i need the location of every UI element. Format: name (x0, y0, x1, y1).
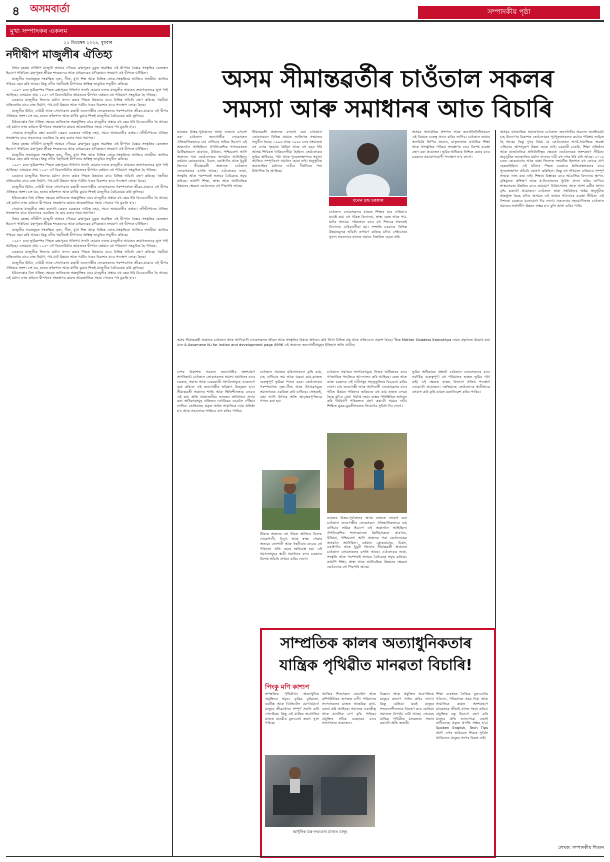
column-paragraph: ১৯৫০ চনৰ ভূমিকম্পৰ পিছত ব্ৰহ্মপুত্ৰৰ গতিপথ সলনি হোৱাৰ ফলত মাজুলীৰ আয়তন ক্ৰমাগতভাৱে হ্ৰাস পাই আহিছে। এসময়ত প্ৰায় ১২৫০ বৰ্গ কিলোমিটাৰ আয়তনৰ দ্বীপখন বৰ্তমান বহু পৰিমাণে সংকুচিত হৈ পৰিছে। (6, 163, 168, 173)
column-paragraph: মাজুলীৰ মিচিং, দেউৰী আৰু সোণোৱাল কছাৰী জনগোষ্ঠীৰ লোকসকলৰ পৰম্পৰাগত জীৱন-যাত্ৰাও এই দ্বীপৰ ঐতিহ্যৰ অংশ। চাং ঘৰ, হাতৰ তাঁতশাল আৰু মাটিৰ কুমাৰ শিল্পই মাজুলীক বৈচিত্ৰ্যময় কৰি তুলিছে। (6, 109, 168, 119)
date-line: ১১ ডিচেম্বৰ ২০২৪, বুধবাৰ (63, 41, 113, 46)
section-rubric: সম্পাদকীয় পৃষ্ঠা (418, 6, 600, 19)
column-paragraph: ১৯৫০ চনৰ ভূমিকম্পৰ পিছত ব্ৰহ্মপুত্ৰৰ গতিপথ সলনি হোৱাৰ ফলত মাজুলীৰ আয়তন ক্ৰমাগতভাৱে হ্ৰাস পাই আহিছে। এসময়ত প্ৰায় ১২৫০ বৰ্গ কিলোমিটাৰ আয়তনৰ দ্বীপখন বৰ্তমান বহু পৰিমাণে সংকুচিত হৈ পৰিছে। (6, 239, 168, 248)
column-divider (172, 24, 173, 856)
column-paragraph: বিশ্বৰ বৃহত্তম নদীদ্বীপ মাজুলী অসমৰ গৌৰৱ। ব্ৰহ্মপুত্ৰৰ বুকুত অৱস্থিত এই দ্বীপখন বৈষ্ণৱ সংস্কৃতিৰ কেন্দ্ৰস্থল হিচাপে পৰিচিত। মহাপুৰুষ শ্ৰীমন্ত শংকৰদেৱ আৰু মাধৱদেৱৰ মণিকাঞ্চন সংযোগ এই দ্বীপতে ঘটিছিল। (6, 66, 168, 75)
column-paragraph: সেয়েহে মাজুলীক ৰক্ষা কৰাটো কেৱল চৰকাৰৰ দায়িত্ব নহয়, সমগ্ৰ অসমবাসীৰ কৰ্তব্য। নদীদ্বীপখনৰ ঐতিহ্য সংৰক্ষণৰ বাবে সকলোৱে একত্ৰিত হৈ কাম কৰাৰ সময় সমাগত। (6, 130, 168, 140)
box-headline (262, 632, 490, 676)
box-column: সাম্প্ৰতিক পৃথিৱীখন অত্যাধুনিক প্ৰযুক্তিৰে সমৃদ্ধ। কৃত্ৰিম বুদ্ধিমত্তা, ৰবটিক্স আৰু ডিজিটেল যোগাযোগে মানুহৰ জীৱনধাৰা সম্পূৰ্ণ সলনি কৰি পেলাইছে। কিন্তু এই যান্ত্ৰিক অগ্ৰগতিৰ মাজত মানৱীয় মূল্যবোধ ক্ৰমাৎ হ্ৰাস পাইছে। (265, 692, 319, 726)
article-column-right: অসমৰ বহুজাতিক সমাজখনত চাওঁতাল জনগোষ্ঠীৰ অৱদান অনস্বীকাৰ্য। চাহ উদ্যোগৰ বিকাশত তেওঁলোকৰ পূৰ্বপুৰুষসকলৰ কঠোৰ পৰিশ্ৰম জড়িত হৈ আছে। কিন্তু দুখৰ বিষয় যে তেওঁলোকৰ আৰ্থ-সামাজিক অৱস্থা এতিয়াও আশানুৰূপ উন্নত হোৱা নাই। চৰকাৰী চাকৰি, শিক্ষা প্ৰতিষ্ঠান আৰু ৰাজনৈতিক প্ৰতিনিধিত্বৰ ক্ষেত্ৰত তেওঁলোকৰ অংশগ্ৰহণ সীমিত। অনুসূচীত জনজাতিৰ মৰ্যাদা প্ৰদানৰ দাবী বহু দশক ধৰি চলি আছে। ২০১৪ চনত কোকৰাঝাৰ আৰু বাক্সা জিলাত সংঘটিত হিংসাত বহু লোকে প্ৰাণ হেৰুৱাইছিল। এই ঘটনাৰ পিছত চৰকাৰে ক্ষতিগ্ৰস্তসকলৰ বাবে পুনৰসংস্থাপন আঁচনি ঘোষণা কৰিছিল। কিন্তু বহু পৰিয়াল এতিয়াও সম্পূৰ্ণ সাহায্য লাভ কৰা নাই। শিক্ষাৰ বিস্তাৰৰ বাবে আৱাসিক বিদ্যালয় স্থাপন, বৃত্তিমূলক প্ৰশিক্ষণ আৰু স্ব-নিয়োজনৰ সুবিধা প্ৰদান কৰিব লাগিব। স্বাস্থ্যসেৱাৰ উন্নতিৰ বাবে ভ্ৰাম্যমাণ চিকিৎসালয় আৰু আশা কৰ্মীৰ সংখ্যা বৃদ্ধি কৰাটো প্ৰয়োজন। চাওঁতাল ভাষা সংবিধানৰ অষ্টম অনুসূচীত অন্তৰ্ভুক্ত হৈছে যদিও অসমত এই ভাষাৰ পাঠদানৰ ব্যৱস্থা সীমিত। এই দিশতো চৰকাৰে মনোযোগ দিব লাগে। সকলোৰে সহযোগিতাত চাওঁতাল সমাজৰ সৰ্বাংগীণ উন্নয়ন সম্ভৱ হ'ব বুলি আশা কৰিব পাৰি। (500, 130, 604, 208)
page-header (0, 0, 610, 20)
article-column: ভাৰতৰ উত্তৰ-পূৰ্বাঞ্চলৰ অসম ৰাজ্যত বসবাস কৰা চাওঁতাল জনগোষ্ঠীৰ লোকসকল ঐতিহাসিকভাৱে চাহ বাগিচাৰ শ্ৰমিক হিচাপে এই অঞ্চললৈ আহিছিল। ঔপনিৱেশিক শাসনকালত ব্ৰিটিছসকলে ঝাৰখণ্ড, উৰিষ্যা, পশ্চিমবংগ আদি অঞ্চলৰ পৰা তেওঁলোকক অসমলৈ আনিছিল। বৰ্তমান কোকৰাঝাৰ, চিৰাং, বঙাইগাঁও আৰু ধুবুৰী জিলাৰ সীমান্তৱৰ্তী অঞ্চলত চাওঁতাল লোকসকলৰ বসতি আছে। এওঁলোকৰ ভাষা, সংস্কৃতি আৰু পৰম্পৰাই অসমৰ বৈচিত্ৰ্যক সমৃদ্ধ কৰিছে। তথাপি শিক্ষা, স্বাস্থ্য আৰু অৰ্থনৈতিক উন্নয়নৰ ক্ষেত্ৰত তেওঁলোক বহু পিছপৰি আছে। (177, 130, 247, 188)
author-caption: বনেন চন্দ্ৰ চৰকাৰ (329, 197, 407, 206)
article-column: সীমান্তৱৰ্তী অঞ্চলত বসবাস কৰা চাওঁতাল লোকসকলে বিভিন্ন সময়ত জাতিগত সংঘাতৰ সন্মুখীন হৈছে। ১৯৯৬ আৰু ১৯৯৮ চনৰ সংঘাতত বহু লোক গৃহহাৰা হৈছিল আৰু বহু বছৰ ধৰি আশ্ৰয় শিবিৰত থাকিবলগীয়া হৈছিল। তেওঁলোকৰ ভূমিৰ অধিকাৰ, পট্টা আৰু পুনৰসংস্থাপনৰ সমস্যা আজিও সম্পূৰ্ণৰূপে সমাধান হোৱা নাই। অনুসূচীত জনজাতিৰ মৰ্যাদাৰ দাবীও দীৰ্ঘদিনৰ পৰা উত্থাপিত হৈ আহিছে। (252, 130, 322, 174)
column-paragraph: মাজুলীৰ মিচিং, দেউৰী আৰু সোণোৱাল কছাৰী জনগোষ্ঠীৰ লোকসকলৰ পৰম্পৰাগত জীৱন-যাত্ৰাও এই দ্বীপৰ ঐতিহ্যৰ অংশ। চাং ঘৰ, হাতৰ তাঁতশাল আৰু মাটিৰ কুমাৰ শিল্পই মাজুলীক বৈচিত্ৰ্যময় কৰি তুলিছে। (6, 260, 168, 270)
column-paragraph: মাজুলীৰ সত্ৰসমূহত সংৰক্ষিত নৃত্য, গীত, মুখা শিল্প আৰু বিভিন্ন লোক-সংস্কৃতিয়ে আজিও অসমীয়া জাতিৰ পৰিচয় বহন কৰি আছে। কিন্তু নদীৰ খহনীয়াই দ্বীপখনৰ অস্তিত্ব ভাবুকিৰ সন্মুখীন কৰিছে। (6, 228, 168, 238)
column-paragraph: বিশ্বৰ বৃহত্তম নদীদ্বীপ মাজুলী অসমৰ গৌৰৱ। ব্ৰহ্মপুত্ৰৰ বুকুত অৱস্থিত এই দ্বীপখন বৈষ্ণৱ সংস্কৃতিৰ কেন্দ্ৰস্থল হিচাপে পৰিচিত। মহাপুৰুষ শ্ৰীমন্ত শংকৰদেৱ আৰু মাধৱদেৱৰ মণিকাঞ্চন সংযোগ এই দ্বীপতে ঘটিছিল। (6, 217, 168, 227)
machinery-photo-icon (265, 755, 375, 827)
column-paragraph: বিশ্বৰ বৃহত্তম নদীদ্বীপ মাজুলী অসমৰ গৌৰৱ। ব্ৰহ্মপুত্ৰৰ বুকুত অৱস্থিত এই দ্বীপখন বৈষ্ণৱ সংস্কৃতিৰ কেন্দ্ৰস্থল হিচাপে পৰিচিত। মহাপুৰুষ শ্ৰীমন্ত শংকৰদেৱ আৰু মাধৱদেৱৰ মণিকাঞ্চন সংযোগ এই দ্বীপতে ঘটিছিল। (6, 141, 168, 151)
author-photo (329, 130, 407, 196)
article-column: অসমৰ অসামৰিক প্ৰশাসন আৰু জনপ্ৰতিনিধিসকলে এই বিষয়ত গুৰুত্ব প্ৰদান কৰিব লাগিব। চাওঁতাল ভাষাৰ অলচিকি লিপিৰ প্ৰচলন, মাতৃভাষাত প্ৰাথমিক শিক্ষা আৰু সাংস্কৃতিক পৰিচয় সংৰক্ষণৰ বাবে বিশেষ ব্যৱস্থা গ্ৰহণ কৰা প্ৰয়োজন। ভূমিৰ অধিকাৰ নিশ্চিত কৰাৰ বাবে চৰকাৰে সময়োপযোগী পদক্ষেপ ল'ব লাগে। (412, 130, 490, 159)
column-section-head: মুখ্য সম্পাদকৰ একলম (6, 25, 170, 37)
farmer-photo-icon (262, 470, 320, 530)
main-headline (168, 64, 608, 124)
column-paragraph: ইউনেস্কোৰ বিশ্ব ঐতিহ্য ক্ষেত্ৰৰ তালিকাত অন্তৰ্ভুক্তিৰ বাবে মাজুলীৰ প্ৰস্তাৱ বহু বছৰ ধৰি বিবেচনাধীন হৈ আছে। এই মৰ্যাদা লাভ কৰিলে দ্বীপখনৰ সংৰক্ষণৰ কামত আন্তৰ্জাতিক সহায় পোৱাৰ পথ মুকলি হ'ব। (6, 195, 168, 205)
headline-line: অসম সীমান্তৱৰ্তীৰ চাওঁতাল সকলৰ (222, 65, 554, 93)
column-paragraph: মাজুলীৰ মিচিং, দেউৰী আৰু সোণোৱাল কছাৰী জনগোষ্ঠীৰ লোকসকলৰ পৰম্পৰাগত জীৱন-যাত্ৰাও এই দ্বীপৰ ঐতিহ্যৰ অংশ। চাং ঘৰ, হাতৰ তাঁতশাল আৰু মাটিৰ কুমাৰ শিল্পই মাজুলীক বৈচিত্ৰ্যময় কৰি তুলিছে। (6, 184, 168, 194)
column-paragraph: মাজুলীৰ সত্ৰসমূহত সংৰক্ষিত নৃত্য, গীত, মুখা শিল্প আৰু বিভিন্ন লোক-সংস্কৃতিয়ে আজিও অসমীয়া জাতিৰ পৰিচয় বহন কৰি আছে। কিন্তু নদীৰ খহনীয়াই দ্বীপখনৰ অস্তিত্ব ভাবুকিৰ সন্মুখীন কৰিছে। (6, 76, 168, 86)
column-paragraph: চৰকাৰে মাজুলীক জিলাৰ মৰ্যাদা প্ৰদান কৰাৰ পিছত উন্নয়নৰ বাবে বিভিন্ন আঁচনি গ্ৰহণ কৰিছে। খহনীয়া প্ৰতিৰোধৰ বাবে বান্ধ নিৰ্মাণ, পথ-ঘাট উন্নয়ন আৰু পৰ্যটন খণ্ডৰ বিকাশৰ বাবে পদক্ষেপ লোৱা হৈছে। (6, 174, 168, 184)
author-portrait-icon (329, 130, 407, 196)
column-body (6, 66, 168, 846)
footer-note: লেখক: সম্পাদকীয় শিতান (558, 846, 604, 851)
box-photo-caption: আধুনিক যন্ত্ৰ-সভ্যতাৰ মাজত মানুহ (292, 829, 348, 834)
footer-rule (6, 856, 604, 857)
article-column: দেশৰ বিকাশত সকলো জনগোষ্ঠীৰ অংশগ্ৰহণ অপৰিহাৰ্য। চাওঁতাল লোকসকলৰ সমস্যা সমাধানৰ বাবে চৰকাৰ, সমাজ আৰু বেচৰকাৰী সংগঠনসমূহে একেলগে কাম কৰিলে এই জনগোষ্ঠীৰ ভৱিষ্যৎ উজ্জ্বল হ'ব। সীমান্তৱৰ্তী অঞ্চলৰ শান্তি আৰু স্থিতিশীলতাৰ বাবেও এই কাম অতি প্ৰয়োজনীয়। ভাৰতৰ সংবিধানে প্ৰদান কৰা অধিকাৰসমূহ প্ৰতিজন নাগৰিকৰ ওচৰলৈ পৌঁছাব লাগিব। তেতিয়াহে প্ৰকৃত অৰ্থত সামাজিক ন্যায় প্ৰতিষ্ঠা হ'ব আৰু সকলোৱে শান্তিৰে বাস কৰিব পাৰিব। (177, 370, 255, 414)
column-title: নদীদ্বীপ মাজুলীৰ ঐতিহ্য (6, 48, 113, 61)
box-author: পিংকু মণি কাশ্যপ (265, 683, 310, 691)
headline-line: সমস্যা আৰু সমাধানৰ আত বিচাৰি (223, 95, 553, 123)
article-column: ভাৰতৰ উত্তৰ-পূৰ্বাঞ্চলৰ অসম ৰাজ্যত বসবাস কৰা চাওঁতাল জনগোষ্ঠীৰ লোকসকল ঐতিহাসিকভাৱে চাহ বাগিচাৰ শ্ৰমিক হিচাপে এই অঞ্চললৈ আহিছিল। ঔপনিৱেশিক শাসনকালত ব্ৰিটিছসকলে ঝাৰখণ্ড, উৰিষ্যা, পশ্চিমবংগ আদি অঞ্চলৰ পৰা তেওঁলোকক অসমলৈ আনিছিল। বৰ্তমান কোকৰাঝাৰ, চিৰাং, বঙাইগাঁও আৰু ধুবুৰী জিলাৰ সীমান্তৱৰ্তী অঞ্চলত চাওঁতাল লোকসকলৰ বসতি আছে। এওঁলোকৰ ভাষা, সংস্কৃতি আৰু পৰম্পৰাই অসমৰ বৈচিত্ৰ্যক সমৃদ্ধ কৰিছে। তথাপি শিক্ষা, স্বাস্থ্য আৰু অৰ্থনৈতিক উন্নয়নৰ ক্ষেত্ৰত তেওঁলোক বহু পিছপৰি আছে। (327, 516, 407, 570)
workers-photo-icon (327, 433, 407, 513)
article-column: ভূমিৰ অধিকাৰৰ প্ৰশ্নটো চাওঁতাল লোকসকলৰ বাবে সৰ্বাধিক গুৰুত্বপূৰ্ণ। বহু পৰিয়ালৰ হাতত ভূমিৰ পট্টা নাই। এই ক্ষেত্ৰত ৰাজহ বিভাগে সক্ৰিয় পদক্ষেপ লোৱাটো প্ৰয়োজন। তেতিয়াহে তেওঁলোকে স্থায়ীভাৱে বসবাস কৰি কৃষি কামত মনোনিৱেশ কৰিব পাৰিব। (412, 370, 490, 394)
article-mid-paragraph: অসম সীমান্তৱৰ্তী অঞ্চলৰ চাওঁতাল আৰু আদিবাসী লোকসকলৰ জীৱন আৰু সংস্কৃতিৰ বিষয়ে অধ্যয়ন কৰি লিখা বিভিন্ন গ্ৰন্থ আৰু প্ৰতিবেদন প্ৰকাশ হৈছে। The Mother Goddess Kamakhya নামৰ গ্ৰন্থখনত উল্লেখ কৰা মতে A Assamese Ku for indian and development page 4996 এই অঞ্চলৰ জনগোষ্ঠীসমূহৰ ইতিহাস অতি প্ৰাচীন। (177, 338, 490, 347)
article-column: চাওঁতাল সমাজৰ মহিলাসকলে কৃষি কাম, চাহ বাগিচাৰ শ্ৰম আৰু ঘৰুৱা কাম-কাজত গুৰুত্বপূৰ্ণ ভূমিকা পালন কৰে। তেওঁলোকৰ পৰম্পৰাগত নৃত্য-গীত আৰু উৎসৱসমূহে সমাজখনক একত্ৰিত কৰি ৰাখিছে। সোহৰাই, বাহা আদি উৎসৱ অতি আড়ম্বৰপূৰ্ণভাৱে পালন কৰা হয়। (260, 370, 322, 404)
column-paragraph: মাজুলীৰ সত্ৰসমূহত সংৰক্ষিত নৃত্য, গীত, মুখা শিল্প আৰু বিভিন্ন লোক-সংস্কৃতিয়ে আজিও অসমীয়া জাতিৰ পৰিচয় বহন কৰি আছে। কিন্তু নদীৰ খহনীয়াই দ্বীপখনৰ অস্তিত্ব ভাবুকিৰ সন্মুখীন কৰিছে। (6, 152, 168, 162)
page-number: ৪ (12, 4, 20, 18)
news-photo (262, 470, 320, 530)
column-paragraph: চৰকাৰে মাজুলীক জিলাৰ মৰ্যাদা প্ৰদান কৰাৰ পিছত উন্নয়নৰ বাবে বিভিন্ন আঁচনি গ্ৰহণ কৰিছে। খহনীয়া প্ৰতিৰোধৰ বাবে বান্ধ নিৰ্মাণ, পথ-ঘাট উন্নয়ন আৰু পৰ্যটন খণ্ডৰ বিকাশৰ বাবে পদক্ষেপ লোৱা হৈছে। (6, 249, 168, 259)
headline-line: যান্ত্ৰিক পৃথিৱীত মানৱতা বিচাৰি! (279, 656, 473, 674)
box-column: শিক্ষা ব্যৱস্থাত নৈতিক মূল্যবোধৰ পাঠদান, পৰিয়ালত সময় দিয়া আৰু সামাজিক কামত অংশগ্ৰহণে মানৱতাক জীয়াই ৰখাত সহায় কৰিব। প্ৰযুক্তিক বন্ধু হিচাপে গ্ৰহণ কৰি মানুহৰ প্ৰতি ভালপোৱা বজাই ৰাখিলেহে প্ৰকৃত প্ৰগতি সম্ভৱ হ'ব। Spoken English, Tech Tips আদি এপৰ জৰিয়তে শিকাৰ সুবিধা থাকিলেও মানুহৰ সংগৰ বিকল্প নাই। (436, 692, 488, 741)
article-column: চাওঁতাল সমাজৰ সংগঠনসমূহে নিজৰ অধিকাৰৰ বাবে গণতান্ত্ৰিক পদ্ধতিৰে আন্দোলন কৰি আহিছে। কেন্দ্ৰ আৰু ৰাজ্য চৰকাৰে এই দাবীসমূহ সহানুভূতিৰে বিবেচনা কৰিব লাগে। চাহ জনগোষ্ঠী আৰু আদিবাসী লোকসকলৰ বাবে গঠিত উন্নয়ন পৰিষদৰ জৰিয়তে বহু কাম হাতত লোৱা হৈছে যদিও সেয়া পৰ্যাপ্ত নহয়। বাস্তৱ পৰিস্থিতিৰ অধ্যয়ন কৰি দীৰ্ঘম্যাদী পৰিকল্পনা গ্ৰহণ কৰাটো সময়ৰ দাবী। শিক্ষিত যুৱক-যুৱতীসকলক নিয়োগৰ সুবিধা দিব লাগে। (327, 370, 407, 409)
box-column: বিজ্ঞান আৰু প্ৰযুক্তিৰ অগ্ৰগতিয়ে মানুহৰ কল্যাণ সাধন কৰিব লাগে। কিন্তু যেতিয়া যন্ত্ৰই মানুহৰ সংবেদনশীলতাক নিয়ন্ত্ৰণ কৰে তেতিয়া সমাজত বিপৰ্যয় নামি আহে। সেয়েহে যান্ত্ৰিক পৃথিৱীত মানৱতাৰ সন্ধান কৰাটো অতি জৰুৰী। (380, 692, 434, 726)
header-rule (6, 20, 604, 22)
box-photo (265, 755, 375, 827)
headline-line: সাম্প্ৰতিক কালৰ অত্যাধুনিকতাৰ (280, 634, 472, 652)
column-paragraph: সেয়েহে মাজুলীক ৰক্ষা কৰাটো কেৱল চৰকাৰৰ দায়িত্ব নহয়, সমগ্ৰ অসমবাসীৰ কৰ্তব্য। নদীদ্বীপখনৰ ঐতিহ্য সংৰক্ষণৰ বাবে সকলোৱে একত্ৰিত হৈ কাম কৰাৰ সময় সমাগত। (6, 206, 168, 216)
column-paragraph: চৰকাৰে মাজুলীক জিলাৰ মৰ্যাদা প্ৰদান কৰাৰ পিছত উন্নয়নৰ বাবে বিভিন্ন আঁচনি গ্ৰহণ কৰিছে। খহনীয়া প্ৰতিৰোধৰ বাবে বান্ধ নিৰ্মাণ, পথ-ঘাট উন্নয়ন আৰু পৰ্যটন খণ্ডৰ বিকাশৰ বাবে পদক্ষেপ লোৱা হৈছে। (6, 98, 168, 108)
column-paragraph: ইউনেস্কোৰ বিশ্ব ঐতিহ্য ক্ষেত্ৰৰ তালিকাত অন্তৰ্ভুক্তিৰ বাবে মাজুলীৰ প্ৰস্তাৱ বহু বছৰ ধৰি বিবেচনাধীন হৈ আছে। এই মৰ্যাদা লাভ কৰিলে দ্বীপখনৰ সংৰক্ষণৰ কামত আন্তৰ্জাতিক সহায় পোৱাৰ পথ মুকলি হ'ব। (6, 120, 168, 129)
box-column: আজিৰ শিশুসকল মোবাইল আৰু কম্পিউটাৰৰ জগতত বন্দী। পৰিয়ালৰ সদস্যসকলৰ মাজত আন্তৰিক কথা-বতৰা কমি আহিছে। সমাজত একাকীত্ব আৰু মানসিক চাপ বৃদ্ধি পাইছে। প্ৰযুক্তিৰ সঠিক ব্যৱহাৰৰ বাবে সজাগতাৰ প্ৰয়োজন। (322, 692, 376, 726)
article-column: চাওঁতাল লোকসকলৰ মাজত শিক্ষাৰ হাৰ এতিয়াও যথেষ্ট কম। বহু গাঁৱত বিদ্যালয়, স্বাস্থ্য কেন্দ্ৰ আৰু পথ-ঘাটৰ অভাৱ। দৰিদ্ৰতাৰ বাবে বহু শিশুৱে সৰুতেই বিদ্যালয় এৰিবলগীয়া হয়। সম্প্ৰতি চৰকাৰে বিভিন্ন উন্নয়নমূলক আঁচনি ৰূপায়ণ কৰিছে যদিও সেইবোৰৰ সুফল সকলোৰে মাজত সমানে বিতৰিত হোৱা নাই। (329, 210, 407, 239)
article-column: সীমান্ত অঞ্চলৰ বহু গাঁৱত আজিও বিশুদ্ধ খোৱাপানী, বিদ্যুৎ আৰু স্বাস্থ্য সেৱাৰ অভাৱ। বানপানী আৰু খহনীয়াৰ বাবেও বহু পৰিয়াল প্ৰতি বছৰে ক্ষতিগ্ৰস্ত হয়। এই সমস্যাসমূহৰ স্থায়ী সমাধানৰ বাবে চৰকাৰে বিশেষ আঁচনি প্ৰণয়ন কৰিব লাগে। (260, 532, 322, 561)
news-photo (327, 433, 407, 513)
column-paragraph: ইউনেস্কোৰ বিশ্ব ঐতিহ্য ক্ষেত্ৰৰ তালিকাত অন্তৰ্ভুক্তিৰ বাবে মাজুলীৰ প্ৰস্তাৱ বহু বছৰ ধৰি বিবেচনাধীন হৈ আছে। এই মৰ্যাদা লাভ কৰিলে দ্বীপখনৰ সংৰক্ষণৰ কামত আন্তৰ্জাতিক সহায় পোৱাৰ পথ মুকলি হ'ব। (6, 271, 168, 281)
newspaper-logo: অসমবাৰ্তা (30, 4, 70, 15)
column-paragraph: ১৯৫০ চনৰ ভূমিকম্পৰ পিছত ব্ৰহ্মপুত্ৰৰ গতিপথ সলনি হোৱাৰ ফলত মাজুলীৰ আয়তন ক্ৰমাগতভাৱে হ্ৰাস পাই আহিছে। এসময়ত প্ৰায় ১২৫০ বৰ্গ কিলোমিটাৰ আয়তনৰ দ্বীপখন বৰ্তমান বহু পৰিমাণে সংকুচিত হৈ পৰিছে। (6, 87, 168, 97)
